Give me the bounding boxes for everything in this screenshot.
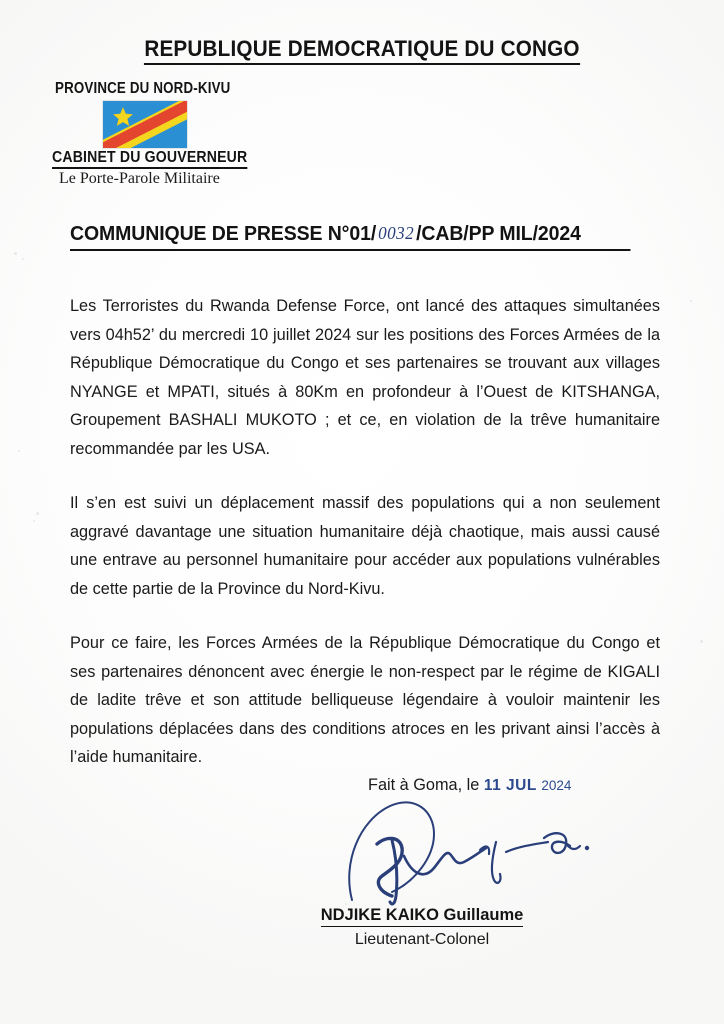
scan-speckle — [18, 450, 20, 452]
province-label: PROVINCE DU NORD-KIVU — [55, 80, 231, 97]
date-stamp-day: 11 — [483, 777, 502, 794]
signer-name: NDJIKE KAIKO Guillaume — [321, 906, 524, 927]
national-title — [22, 36, 703, 62]
letterhead — [0, 0, 724, 200]
scan-speckle — [700, 640, 703, 643]
document-title — [70, 222, 631, 251]
body-paragraph: Les Terroristes du Rwanda Defense Force, ont lancé des attaques simultanées vers 04h52’ du mercredi 10 juillet 2024 sur les positions des Forces Armées de la République Démocratique du Congo et ses partenaires se trouvant aux villages NYANGE et MPATI, situés à 80Km en profondeur à l’Ouest de KITSHANGA, Groupement BASHALI MUKOTO ; et ce, en violation de la trêve humanitaire recommandée par les USA. — [70, 297, 660, 458]
document-title-prefix: COMMUNIQUE DE PRESSE N°01/ — [70, 222, 377, 245]
signer-block — [0, 906, 724, 949]
drc-flag-icon — [103, 101, 187, 148]
cabinet-label — [52, 149, 247, 167]
body-paragraph: Il s’en est suivi un déplacement massif des populations qui a non seulement aggravé davantage une situation humanitaire déjà chaotique, mais aussi causé une entrave au personnel humanitaire pour accéder aux populations vulnérables de cette partie de la Province du Nord-Kivu. — [70, 494, 660, 598]
signer-name-row — [0, 906, 724, 927]
date-stamp — [484, 777, 572, 794]
scan-speckle — [22, 258, 24, 260]
scan-speckle — [36, 512, 39, 515]
date-line — [368, 776, 571, 795]
body-text — [70, 292, 660, 772]
scan-speckle — [14, 252, 17, 255]
handwritten-signature — [330, 796, 630, 906]
scan-speckle — [690, 300, 692, 302]
document-title-suffix: /CAB/PP MIL/2024 — [416, 222, 581, 245]
date-stamp-year: 2024 — [541, 778, 572, 793]
place-line-label: Fait à Goma, le — [368, 776, 480, 794]
national-title-text: REPUBLIQUE DEMOCRATIQUE DU CONGO — [144, 36, 579, 65]
scan-speckle — [33, 520, 35, 522]
cabinet-label-text: CABINET DU GOUVERNEUR — [52, 149, 247, 169]
reference-number-handwritten: 0032 — [378, 223, 415, 243]
date-stamp-month: JUL — [506, 777, 537, 794]
spokesperson-subtitle: Le Porte-Parole Militaire — [59, 170, 220, 187]
scan-speckle — [345, 903, 347, 905]
body-paragraph: Pour ce faire, les Forces Armées de la République Démocratique du Congo et ses partenaires dénoncent avec énergie le non-respect par le régime de KIGALI de ladite trêve et son attitude belliqueuse légendaire à vouloir maintenir les populations déplacées dans des conditions atroces en les privant ainsi l’accès à l’aide humanitaire. — [70, 634, 660, 766]
signer-rank: Lieutenant-Colonel — [354, 931, 490, 948]
